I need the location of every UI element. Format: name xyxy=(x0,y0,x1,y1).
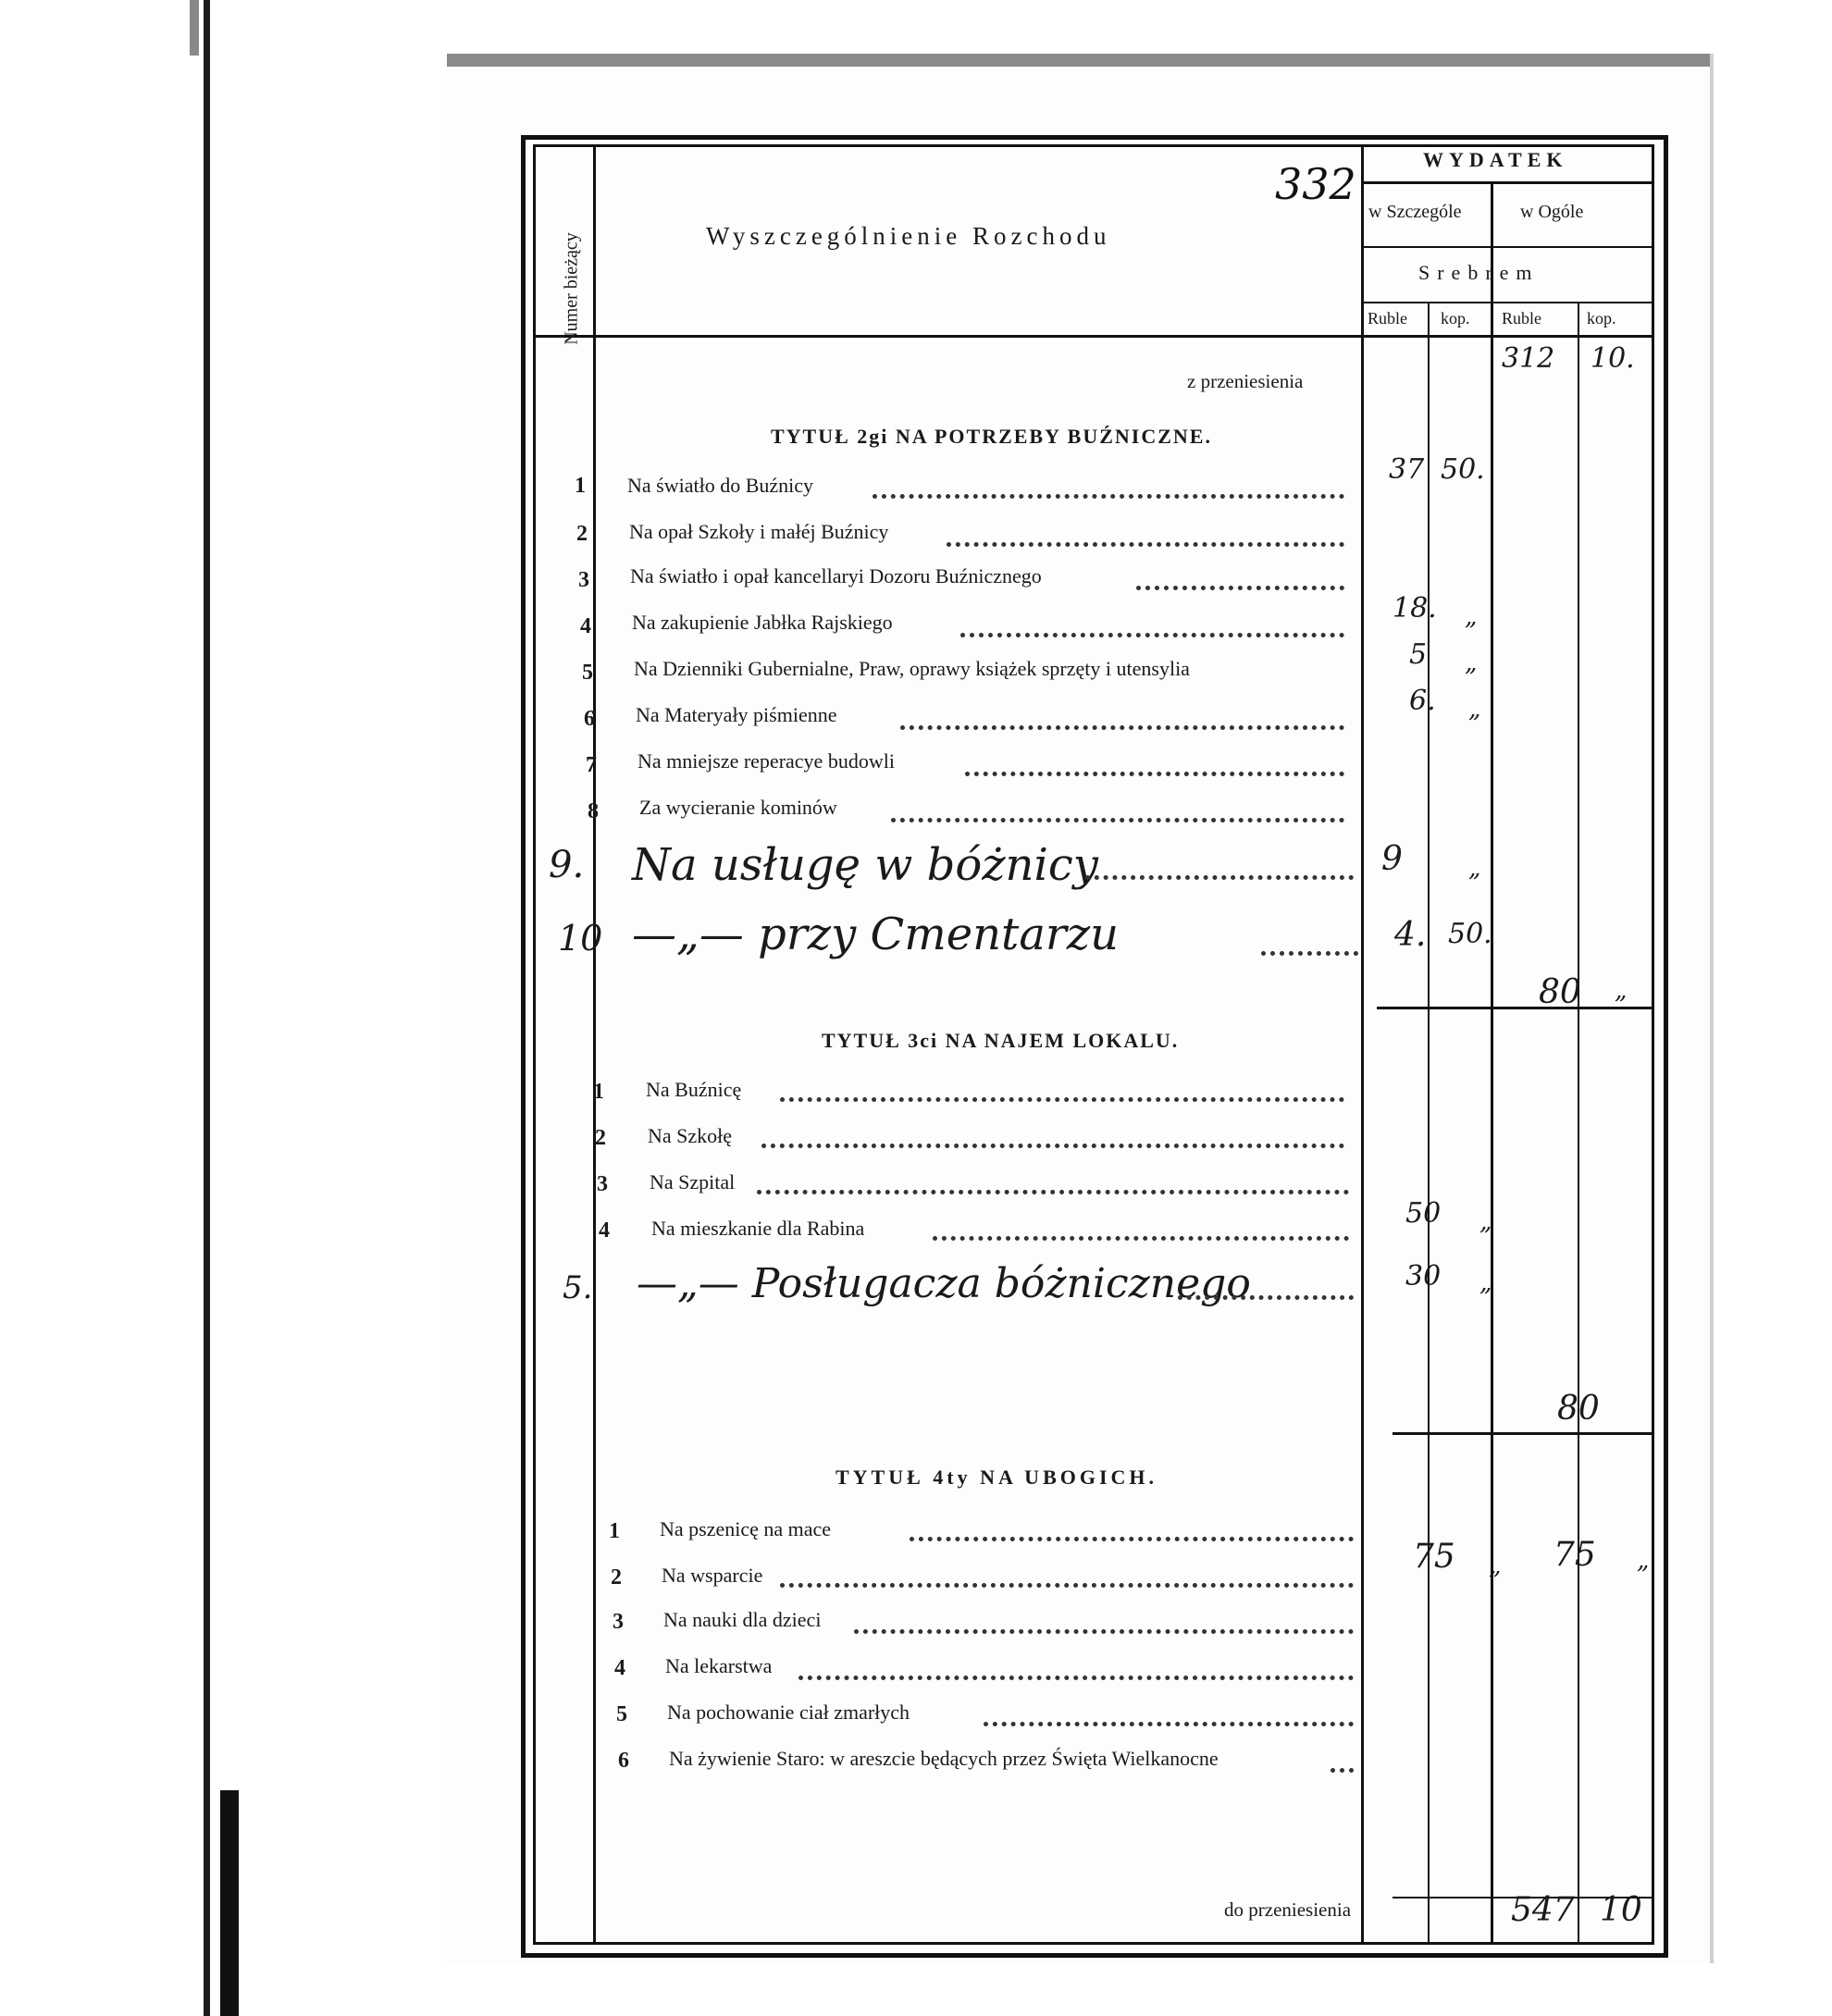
amount-kopecks: 50. xyxy=(1448,918,1492,950)
row-number: 5 xyxy=(582,661,593,685)
section-total-rubles: 80 xyxy=(1557,1390,1600,1428)
row-label: Na pszenicę na mace xyxy=(660,1517,832,1540)
amount-rubles: 18. xyxy=(1393,592,1437,625)
wydatek-header: WYDATEK xyxy=(1423,148,1568,171)
amount-rubles: 5 xyxy=(1409,638,1428,671)
leader-dots xyxy=(984,1718,1354,1726)
amount-rubles: 37 xyxy=(1389,453,1425,486)
row-number: 3 xyxy=(597,1172,608,1196)
units-rule xyxy=(1361,302,1653,303)
ledger-page xyxy=(447,54,1710,1963)
carried-in-label: z przeniesienia xyxy=(1187,370,1304,392)
row-number: 6 xyxy=(584,707,595,731)
row-label: Na zakupienie Jabłka Rajskiego xyxy=(632,611,893,634)
row-label: Na lekarstwa xyxy=(665,1654,773,1677)
row-label: Na mniejsze reperacye budowli xyxy=(637,749,895,773)
row-number: 2 xyxy=(576,522,588,546)
row-label-handwritten: Na usługę w bóżnicy xyxy=(632,839,1098,891)
currency-header: Srebrem xyxy=(1418,261,1540,284)
row-number: 3 xyxy=(578,568,589,592)
section-total-kopecks: „ xyxy=(1615,977,1628,1005)
row-label: Na Szkołę xyxy=(648,1124,733,1147)
carried-out-label: do przeniesienia xyxy=(1224,1899,1352,1921)
row-number: 6 xyxy=(618,1749,629,1773)
row-label: Na nauki dla dzieci xyxy=(663,1608,822,1631)
row-number: 4 xyxy=(580,614,591,638)
leader-dots xyxy=(780,1579,1354,1588)
row-number: 1 xyxy=(609,1519,620,1543)
binding-edge xyxy=(190,0,199,56)
section-title-tytul-4: TYTUŁ 4ty NA UBOGICH. xyxy=(836,1466,1158,1489)
row-number: 8 xyxy=(588,799,599,823)
row-number: 1 xyxy=(593,1080,604,1104)
row-label: Na Materyały piśmienne xyxy=(636,703,837,726)
row-label-handwritten: —„— Posługacza bóżnicznego xyxy=(637,1260,1251,1307)
leader-dots xyxy=(947,538,1344,547)
row-number: 3 xyxy=(613,1610,624,1634)
leader-dots xyxy=(1085,872,1354,880)
leader-dots xyxy=(1178,1292,1354,1300)
row-number: 1 xyxy=(575,474,586,498)
section-total-rubles: 75 xyxy=(1553,1536,1596,1574)
row-number: 5 xyxy=(616,1702,627,1726)
row-label: Za wycieranie kominów xyxy=(639,796,837,819)
row-label: Na Buźnicę xyxy=(646,1078,742,1101)
carried-out-rubles: 547 xyxy=(1511,1891,1575,1929)
subtotal-rule xyxy=(1393,1432,1653,1435)
page-number: 332 xyxy=(1275,159,1356,209)
kopecks-header: kop. xyxy=(1441,309,1470,328)
row-number-handwritten: 10 xyxy=(558,918,603,959)
ditto-mark: „ xyxy=(1479,1269,1492,1297)
total-kop-rule xyxy=(1578,302,1579,1942)
leader-dots xyxy=(798,1672,1354,1680)
ditto-mark: „ xyxy=(1479,1208,1492,1236)
row-label: Na wsparcie xyxy=(662,1564,763,1587)
row-number-handwritten: 9. xyxy=(549,844,585,886)
binding-shadow xyxy=(220,1790,239,2016)
row-label: Na żywienie Staro: w areszcie będących przez Święta Wielkanocne xyxy=(669,1747,1219,1770)
row-label: Na opał Szkoły i małéj Buźnicy xyxy=(629,520,889,543)
row-number: 7 xyxy=(586,753,597,777)
leader-dots xyxy=(1261,947,1358,956)
row-label: Na mieszkanie dla Rabina xyxy=(651,1217,865,1240)
carried-in-rubles: 312 xyxy=(1502,342,1555,375)
row-label-handwritten: —„— przy Cmentarzu xyxy=(632,909,1120,960)
leader-dots xyxy=(757,1186,1349,1194)
leader-dots xyxy=(960,629,1344,637)
leader-dots xyxy=(1331,1764,1354,1773)
row-number: 4 xyxy=(614,1656,625,1680)
carried-in-kopecks: 10. xyxy=(1591,342,1635,375)
row-label: Na światło i opał kancellaryi Dozoru Buźnicznego xyxy=(630,564,1042,587)
ditto-mark: „ xyxy=(1465,603,1478,631)
amount-rubles: 6. xyxy=(1409,685,1436,717)
srebrem-rule xyxy=(1361,246,1653,248)
ditto-mark: „ xyxy=(1468,855,1481,883)
leader-dots xyxy=(891,814,1344,822)
row-number: 2 xyxy=(595,1126,606,1150)
ditto-mark: „ xyxy=(1489,1552,1502,1580)
rubles-total-header: Ruble xyxy=(1502,309,1541,328)
amount-rubles: 9 xyxy=(1381,840,1403,878)
amount-rubles: 50 xyxy=(1405,1197,1442,1230)
row-label: Na światło do Buźnicy xyxy=(627,474,814,497)
row-number-handwritten: 5. xyxy=(563,1269,593,1306)
section-total-rubles: 80 xyxy=(1539,973,1581,1011)
amount-kopecks: 50. xyxy=(1441,453,1485,486)
description-column-rule xyxy=(1361,144,1364,1942)
leader-dots xyxy=(1136,582,1344,590)
row-label: Na pochowanie ciał zmarłych xyxy=(667,1701,910,1724)
subtotal-rule xyxy=(1377,1007,1653,1009)
section-title-tytul-3: TYTUŁ 3ci NA NAJEM LOKALU. xyxy=(822,1029,1180,1052)
leader-dots xyxy=(780,1094,1344,1102)
leader-dots xyxy=(873,490,1344,499)
ditto-mark: „ xyxy=(1465,649,1478,677)
rubles-header: Ruble xyxy=(1368,309,1407,328)
detail-kop-rule xyxy=(1428,302,1430,1942)
leader-dots xyxy=(965,768,1344,776)
carried-out-kopecks: 10 xyxy=(1600,1891,1642,1929)
header-bottom-rule xyxy=(533,335,1653,338)
kopecks-total-header: kop. xyxy=(1587,309,1616,328)
amount-rubles: 30 xyxy=(1405,1260,1442,1292)
leader-dots xyxy=(761,1140,1344,1148)
amount-rubles: 75 xyxy=(1413,1538,1455,1576)
leader-dots xyxy=(910,1533,1354,1541)
total-header: w Ogóle xyxy=(1520,202,1584,222)
wydatek-rule xyxy=(1361,181,1653,184)
row-number: 4 xyxy=(599,1218,610,1243)
description-column-header: Wyszczególnienie Rozchodu xyxy=(706,222,1111,250)
detail-total-rule xyxy=(1491,181,1493,1942)
section-title-tytul-2: TYTUŁ 2gi NA POTRZEBY BUŹNICZNE. xyxy=(771,425,1212,448)
number-column-rule xyxy=(593,144,596,1942)
amount-rubles: 4. xyxy=(1394,916,1427,954)
number-column-header: Numer bieżący xyxy=(561,232,582,345)
binding-line xyxy=(204,0,210,2016)
leader-dots xyxy=(854,1626,1354,1634)
leader-dots xyxy=(933,1232,1349,1241)
row-number: 2 xyxy=(611,1565,622,1589)
section-total-kopecks: „ xyxy=(1637,1547,1650,1575)
leader-dots xyxy=(900,722,1344,730)
detail-header: w Szczególe xyxy=(1368,202,1462,222)
ditto-mark: „ xyxy=(1468,696,1481,724)
row-label: Na Dzienniki Gubernialne, Praw, oprawy książek sprzęty i utensylia xyxy=(634,657,1190,680)
row-label: Na Szpital xyxy=(650,1170,736,1194)
